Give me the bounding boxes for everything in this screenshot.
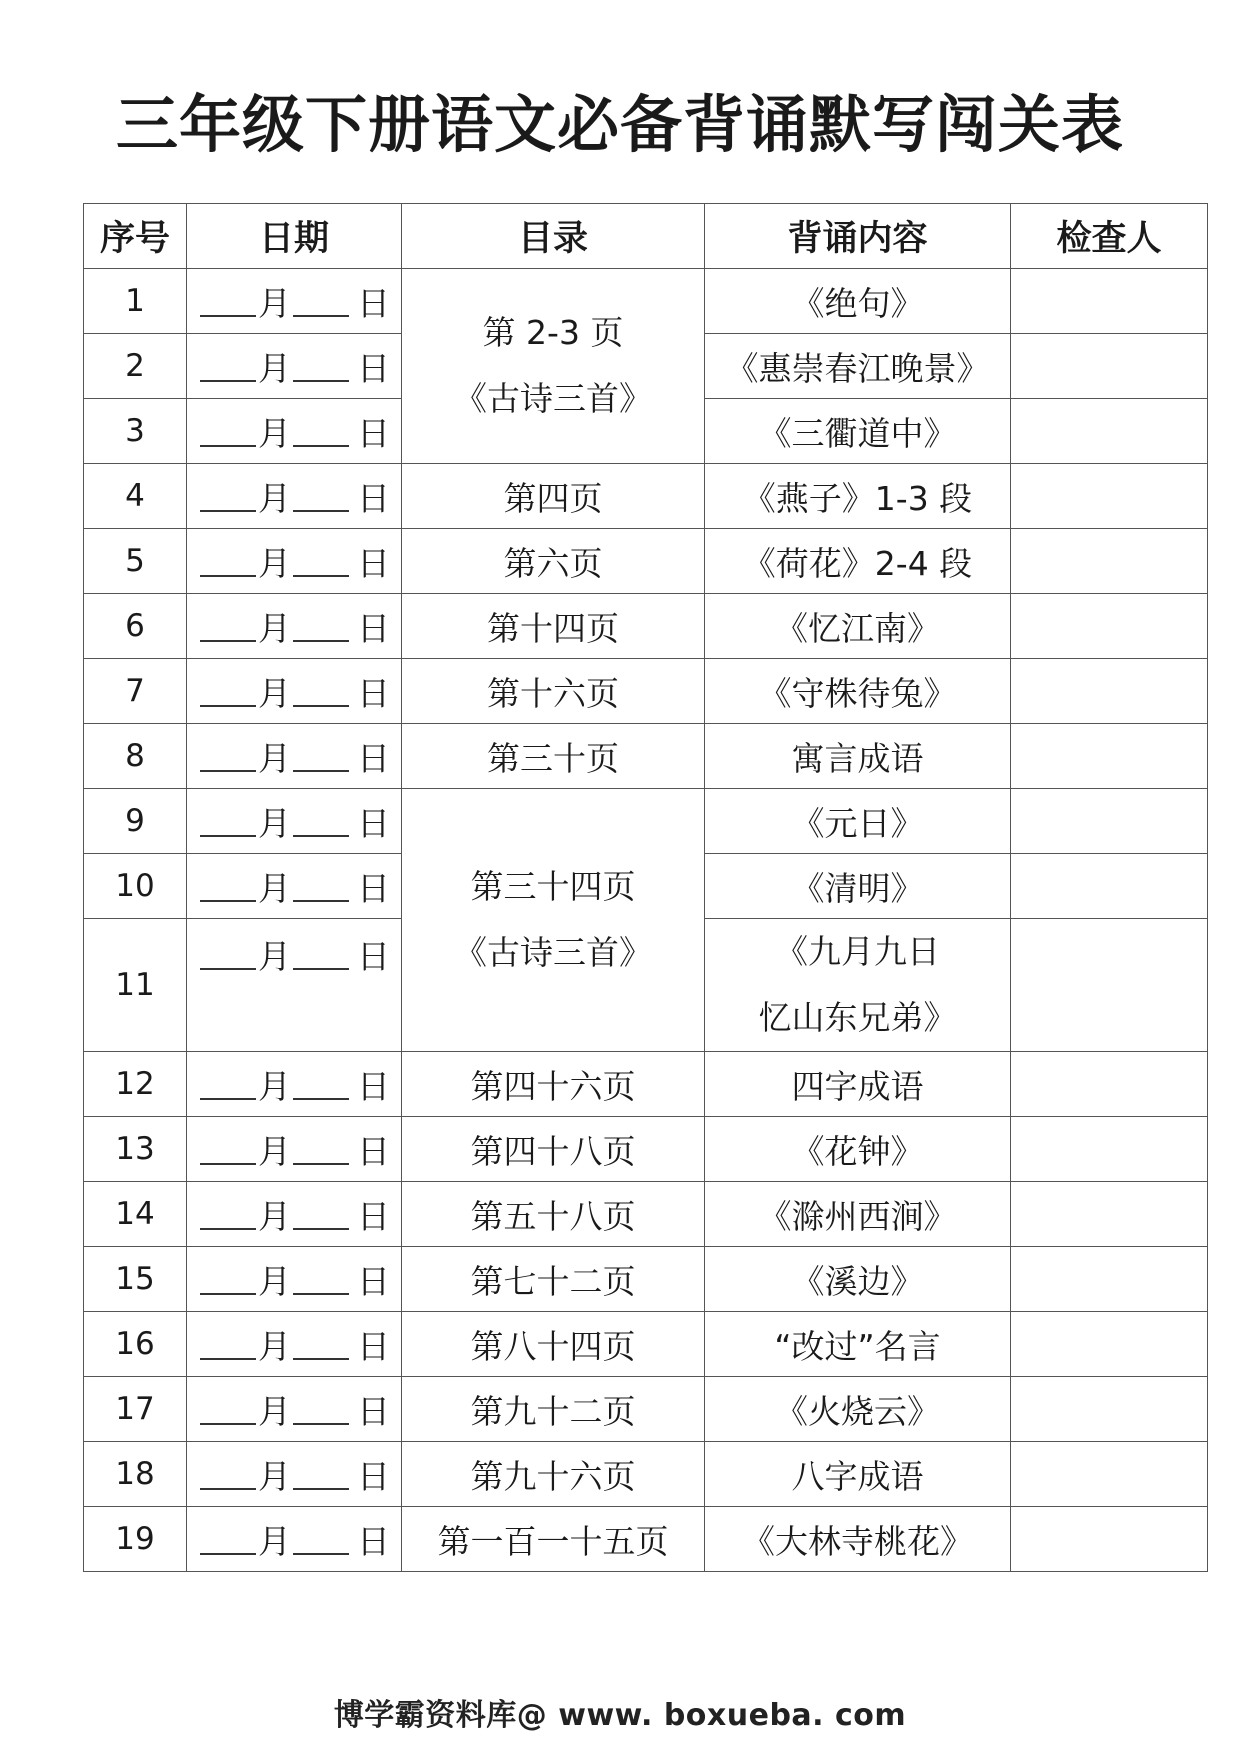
day-label: 日 <box>357 1391 390 1431</box>
catalog-line: 《古诗三首》 <box>454 379 652 418</box>
checker-cell[interactable] <box>1011 334 1208 399</box>
checker-cell[interactable] <box>1011 1182 1208 1247</box>
date-field[interactable] <box>187 724 402 789</box>
month-blank[interactable] <box>200 740 256 772</box>
day-blank[interactable] <box>293 740 349 772</box>
checker-cell[interactable] <box>1011 659 1208 724</box>
content-cell: 八字成语 <box>705 1442 1011 1507</box>
day-label: 日 <box>357 1521 390 1561</box>
content-cell: 《元日》 <box>705 789 1011 854</box>
catalog-cell: 第三十页 <box>402 724 705 789</box>
month-label: 月 <box>258 478 291 518</box>
table-row <box>84 529 1208 594</box>
row-seq: 14 <box>84 1182 187 1247</box>
month-label: 月 <box>258 1131 291 1171</box>
date-field[interactable] <box>187 334 402 399</box>
day-blank[interactable] <box>293 610 349 642</box>
checker-cell[interactable] <box>1011 789 1208 854</box>
checker-cell[interactable] <box>1011 1377 1208 1442</box>
row-seq: 2 <box>84 334 187 399</box>
header-date: 日期 <box>187 204 402 269</box>
month-blank[interactable] <box>200 1458 256 1490</box>
row-seq: 5 <box>84 529 187 594</box>
checker-cell[interactable] <box>1011 594 1208 659</box>
month-label: 月 <box>258 1261 291 1301</box>
day-label: 日 <box>357 937 390 976</box>
month-label: 月 <box>258 1326 291 1366</box>
date-field[interactable] <box>187 529 402 594</box>
content-cell: 《绝句》 <box>705 269 1011 334</box>
header-content: 背诵内容 <box>705 204 1011 269</box>
content-cell: “改过”名言 <box>705 1312 1011 1377</box>
row-seq: 19 <box>84 1507 187 1572</box>
checker-cell[interactable] <box>1011 1312 1208 1377</box>
day-blank[interactable] <box>293 870 349 902</box>
month-blank[interactable] <box>200 285 256 317</box>
date-field[interactable] <box>187 789 402 854</box>
catalog-cell: 第四页 <box>402 464 705 529</box>
date-field[interactable] <box>187 659 402 724</box>
month-blank[interactable] <box>200 870 256 902</box>
month-label: 月 <box>258 673 291 713</box>
day-label: 日 <box>357 1066 390 1106</box>
date-field[interactable] <box>187 594 402 659</box>
day-label: 日 <box>357 738 390 778</box>
recitation-table <box>83 203 1208 1572</box>
checker-cell[interactable] <box>1011 529 1208 594</box>
month-blank[interactable] <box>200 805 256 837</box>
date-field[interactable] <box>187 1052 402 1117</box>
catalog-cell: 第十六页 <box>402 659 705 724</box>
day-label: 日 <box>357 1326 390 1366</box>
table-row <box>84 1247 1208 1312</box>
content-cell: 《惠崇春江晚景》 <box>705 334 1011 399</box>
content-cell: 《荷花》2-4 段 <box>705 529 1011 594</box>
date-field[interactable] <box>187 1377 402 1442</box>
day-blank[interactable] <box>293 805 349 837</box>
row-seq: 12 <box>84 1052 187 1117</box>
day-label: 日 <box>357 478 390 518</box>
date-field[interactable] <box>187 1312 402 1377</box>
month-label: 月 <box>258 283 291 323</box>
row-seq: 10 <box>84 854 187 919</box>
content-cell: 《守株待兔》 <box>705 659 1011 724</box>
day-blank[interactable] <box>293 350 349 382</box>
row-seq: 7 <box>84 659 187 724</box>
header-row <box>84 204 1208 269</box>
day-blank[interactable] <box>293 1068 349 1100</box>
content-cell: 寓言成语 <box>705 724 1011 789</box>
catalog-cell: 第十四页 <box>402 594 705 659</box>
date-field[interactable] <box>187 919 402 1052</box>
table-row <box>84 1442 1208 1507</box>
table-row <box>84 1117 1208 1182</box>
day-blank[interactable] <box>293 1458 349 1490</box>
row-seq: 3 <box>84 399 187 464</box>
day-blank[interactable] <box>293 545 349 577</box>
table-row <box>84 269 1208 334</box>
table-row <box>84 1052 1208 1117</box>
table-row <box>84 1182 1208 1247</box>
month-label: 月 <box>258 937 291 976</box>
month-blank[interactable] <box>200 1263 256 1295</box>
day-label: 日 <box>357 413 390 453</box>
day-blank[interactable] <box>293 1198 349 1230</box>
content-cell: 《清明》 <box>705 854 1011 919</box>
month-label: 月 <box>258 738 291 778</box>
catalog-cell: 第八十四页 <box>402 1312 705 1377</box>
date-field[interactable] <box>187 269 402 334</box>
month-blank[interactable] <box>200 938 256 970</box>
date-field[interactable] <box>187 854 402 919</box>
month-label: 月 <box>258 868 291 908</box>
day-blank[interactable] <box>293 1328 349 1360</box>
day-blank[interactable] <box>293 1393 349 1425</box>
row-seq: 18 <box>84 1442 187 1507</box>
day-label: 日 <box>357 348 390 388</box>
content-cell: 《滁州西涧》 <box>705 1182 1011 1247</box>
catalog-cell: 第五十八页 <box>402 1182 705 1247</box>
day-blank[interactable] <box>293 415 349 447</box>
checker-cell[interactable] <box>1011 1442 1208 1507</box>
day-blank[interactable] <box>293 675 349 707</box>
day-label: 日 <box>357 608 390 648</box>
month-label: 月 <box>258 348 291 388</box>
catalog-cell: 第六页 <box>402 529 705 594</box>
content-cell: 《花钟》 <box>705 1117 1011 1182</box>
header-seq: 序号 <box>84 204 187 269</box>
day-label: 日 <box>357 283 390 323</box>
catalog-cell: 第九十二页 <box>402 1377 705 1442</box>
month-label: 月 <box>258 543 291 583</box>
day-label: 日 <box>357 803 390 843</box>
content-cell: 《三衢道中》 <box>705 399 1011 464</box>
content-cell <box>705 919 1011 1052</box>
row-seq: 6 <box>84 594 187 659</box>
month-blank[interactable] <box>200 610 256 642</box>
month-blank[interactable] <box>200 675 256 707</box>
day-blank[interactable] <box>293 1523 349 1555</box>
table-row <box>84 724 1208 789</box>
checker-cell[interactable] <box>1011 1117 1208 1182</box>
page-title: 三年级下册语文必备背诵默写闯关表 <box>115 88 1124 161</box>
row-seq: 4 <box>84 464 187 529</box>
month-blank[interactable] <box>200 1328 256 1360</box>
content-line: 忆山东兄弟》 <box>758 998 957 1037</box>
content-cell: 四字成语 <box>705 1052 1011 1117</box>
row-seq: 8 <box>84 724 187 789</box>
catalog-cell: 第七十二页 <box>402 1247 705 1312</box>
day-label: 日 <box>357 673 390 713</box>
checker-cell[interactable] <box>1011 1507 1208 1572</box>
checker-cell[interactable] <box>1011 919 1208 1052</box>
checker-cell[interactable] <box>1011 269 1208 334</box>
month-label: 月 <box>258 413 291 453</box>
table-row <box>84 464 1208 529</box>
row-seq: 15 <box>84 1247 187 1312</box>
day-blank[interactable] <box>293 480 349 512</box>
day-blank[interactable] <box>293 1263 349 1295</box>
table-row <box>84 1312 1208 1377</box>
day-label: 日 <box>357 1456 390 1496</box>
table-row <box>84 1507 1208 1572</box>
catalog-cell <box>402 789 705 1052</box>
row-seq: 11 <box>84 919 187 1052</box>
month-blank[interactable] <box>200 1133 256 1165</box>
month-blank[interactable] <box>200 350 256 382</box>
date-field[interactable] <box>187 464 402 529</box>
catalog-line: 《古诗三首》 <box>454 933 652 972</box>
date-field[interactable] <box>187 1507 402 1572</box>
month-blank[interactable] <box>200 1393 256 1425</box>
month-label: 月 <box>258 1066 291 1106</box>
header-checker: 检查人 <box>1011 204 1208 269</box>
table-body <box>84 269 1208 1572</box>
catalog-line: 第 2-3 页 <box>482 313 624 352</box>
table-row <box>84 594 1208 659</box>
catalog-cell <box>402 269 705 464</box>
day-blank[interactable] <box>293 285 349 317</box>
date-field[interactable] <box>187 399 402 464</box>
table-row <box>84 659 1208 724</box>
content-cell: 《忆江南》 <box>705 594 1011 659</box>
table-row <box>84 1377 1208 1442</box>
row-seq: 9 <box>84 789 187 854</box>
checker-cell[interactable] <box>1011 399 1208 464</box>
content-cell: 《大林寺桃花》 <box>705 1507 1011 1572</box>
month-blank[interactable] <box>200 1523 256 1555</box>
month-label: 月 <box>258 1391 291 1431</box>
checker-cell[interactable] <box>1011 1247 1208 1312</box>
month-blank[interactable] <box>200 545 256 577</box>
month-label: 月 <box>258 1196 291 1236</box>
month-label: 月 <box>258 1521 291 1561</box>
content-cell: 《火烧云》 <box>705 1377 1011 1442</box>
checker-cell[interactable] <box>1011 464 1208 529</box>
table-row <box>84 789 1208 854</box>
footer-watermark: 博学霸资料库@ www. boxueba. com <box>333 1698 907 1733</box>
catalog-cell: 第九十六页 <box>402 1442 705 1507</box>
row-seq: 16 <box>84 1312 187 1377</box>
catalog-cell: 第四十六页 <box>402 1052 705 1117</box>
row-seq: 17 <box>84 1377 187 1442</box>
row-seq: 13 <box>84 1117 187 1182</box>
day-label: 日 <box>357 1261 390 1301</box>
day-label: 日 <box>357 868 390 908</box>
checker-cell[interactable] <box>1011 724 1208 789</box>
month-label: 月 <box>258 803 291 843</box>
date-field[interactable] <box>187 1442 402 1507</box>
content-cell: 《溪边》 <box>705 1247 1011 1312</box>
month-blank[interactable] <box>200 480 256 512</box>
day-label: 日 <box>357 543 390 583</box>
catalog-cell: 第一百一十五页 <box>402 1507 705 1572</box>
header-catalog: 目录 <box>402 204 705 269</box>
month-blank[interactable] <box>200 1198 256 1230</box>
date-field[interactable] <box>187 1182 402 1247</box>
month-blank[interactable] <box>200 415 256 447</box>
checker-cell[interactable] <box>1011 854 1208 919</box>
row-seq: 1 <box>84 269 187 334</box>
month-label: 月 <box>258 608 291 648</box>
day-label: 日 <box>357 1196 390 1236</box>
catalog-cell: 第四十八页 <box>402 1117 705 1182</box>
catalog-line: 第三十四页 <box>470 867 636 906</box>
month-blank[interactable] <box>200 1068 256 1100</box>
checker-cell[interactable] <box>1011 1052 1208 1117</box>
content-line: 《九月九日 <box>775 932 940 971</box>
content-cell: 《燕子》1-3 段 <box>705 464 1011 529</box>
date-field[interactable] <box>187 1247 402 1312</box>
day-blank[interactable] <box>293 938 349 970</box>
date-field[interactable] <box>187 1117 402 1182</box>
day-label: 日 <box>357 1131 390 1171</box>
day-blank[interactable] <box>293 1133 349 1165</box>
month-label: 月 <box>258 1456 291 1496</box>
